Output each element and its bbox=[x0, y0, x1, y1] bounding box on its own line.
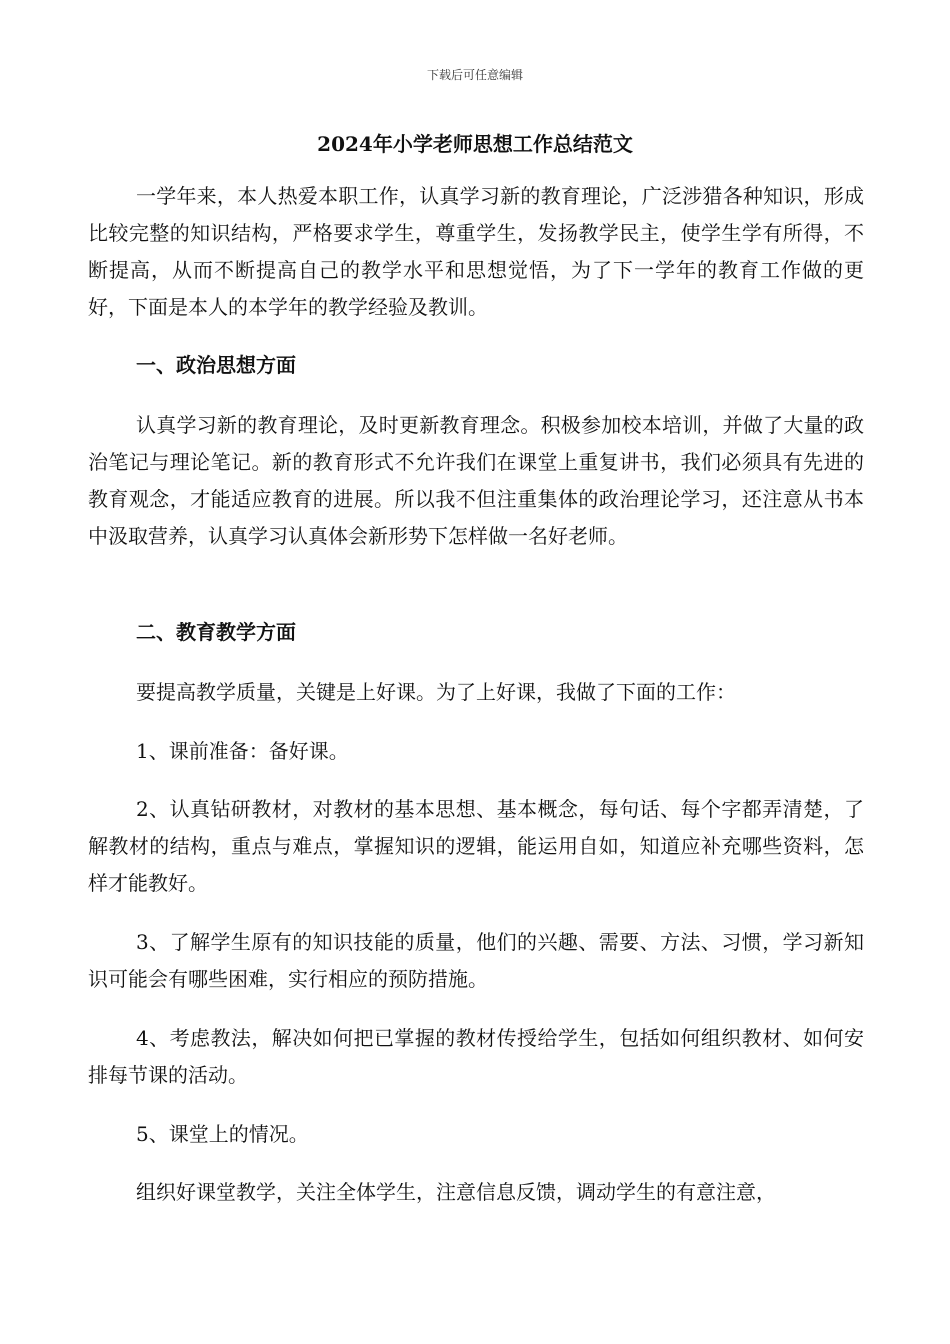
section2-heading: 二、教育教学方面 bbox=[136, 620, 296, 644]
section1-paragraph: 认真学习新的教育理论，及时更新教育理念。积极参加校本培训，并做了大量的政治笔记与理论笔记。新的教育形式不允许我们在课堂上重复讲书，我们必须具有先进的教育观念，才能适应教育的进展。所以我不但注重集体的政治理论学习，还注意从书本中汲取营养，认真学习认真体会新形势下怎样做一名好老师。 bbox=[88, 413, 864, 548]
list-item-1: 1、课前准备：备好课。 bbox=[136, 739, 349, 763]
section1-heading: 一、政治思想方面 bbox=[136, 353, 296, 377]
last-paragraph: 组织好课堂教学，关注全体学生，注意信息反馈，调动学生的有意注意， bbox=[136, 1180, 776, 1204]
list-item-4: 4、考虑教法，解决如何把已掌握的教材传授给学生，包括如何组织教材、如何安排每节课的活动。 bbox=[88, 1026, 864, 1087]
list-item-3: 3、了解学生原有的知识技能的质量，他们的兴趣、需要、方法、习惯，学习新知识可能会有哪些困难，实行相应的预防措施。 bbox=[88, 930, 864, 991]
header-note: 下载后可任意编辑 bbox=[426, 68, 523, 82]
document-title: 2024年小学老师思想工作总结范文 bbox=[317, 132, 633, 156]
list-item-5: 5、课堂上的情况。 bbox=[136, 1122, 309, 1146]
section2-lead: 要提高教学质量，关键是上好课。为了上好课，我做了下面的工作： bbox=[136, 680, 736, 704]
list-item-2: 2、认真钻研教材，对教材的基本思想、基本概念，每句话、每个字都弄清楚，了解教材的结构，重点与难点，掌握知识的逻辑，能运用自如，知道应补充哪些资料，怎样才能教好。 bbox=[88, 797, 864, 895]
intro-paragraph: 一学年来，本人热爱本职工作，认真学习新的教育理论，广泛涉猎各种知识，形成比较完整的知识结构，严格要求学生，尊重学生，发扬教学民主，使学生学有所得，不断提高，从而不断提高自己的教学水平和思想觉悟，为了下一学年的教育工作做的更好，下面是本人的本学年的教学经验及教训。 bbox=[88, 184, 864, 319]
